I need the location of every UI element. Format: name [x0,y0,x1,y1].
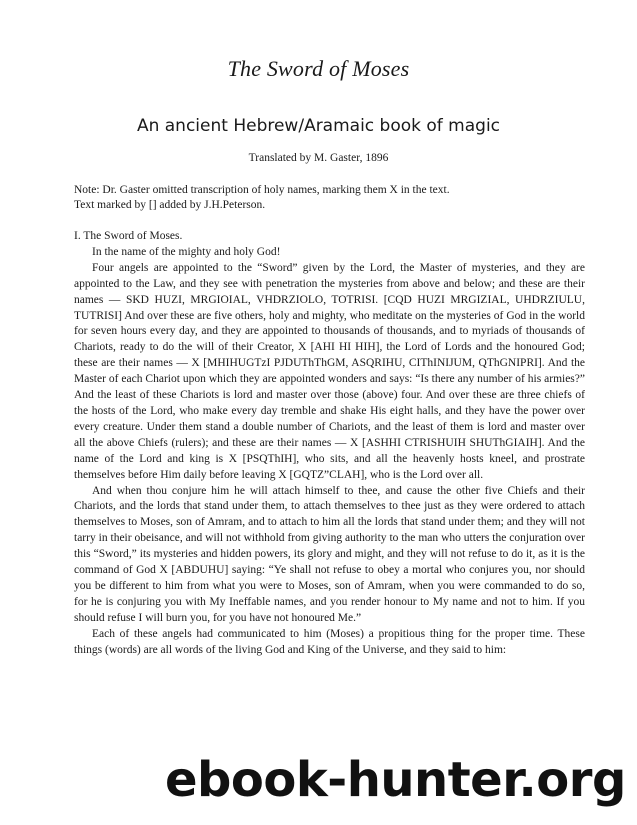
editorial-note [74,183,594,213]
section-heading: I. The Sword of Moses. [74,230,183,242]
body-paragraph: And when thou conjure him he will attach himself to thee, and cause the other five Chiefs and their Chariots, and the lords that stand under them, to attach themselves to thee just as they were ordered to attach themselves to Moses, son of Amram, and to attach to him all the lords that stand under them; and they will not tarry in their obeisance, and will not withhold from giving authority to the man who utters the conjuration over this “Sword,” its mysteries and hidden powers, its glory and might, and they will not refuse to do it, as it is the command of God X [ABDUHU] saying: “Ye shall not refuse to obey a mortal who conjures you, nor should you be different to him from what you were to Moses, son of Amram, when you were commanded to do so, for he is conjuring you with My Ineffable names, and you render honour to My name and not to him. If you should refuse I will burn you, for you have not honoured Me.” [74,484,585,624]
note-line: Text marked by [] added by J.H.Peterson. [74,199,266,211]
document-subtitle: An ancient Hebrew/Aramaic book of magic [136,116,501,136]
document-body [74,229,585,658]
body-paragraph: Four angels are appointed to the “Sword” given by the Lord, the Master of mysteries, and they are appointed to the Law, and they see with penetration the mysteries from above and below; and these are their names — SKD HUZI, MRGIOIAL, VHDRZIOLO, TOTRISI. [CQD HUZI MRGIZIAL, UHDRZIULU, TUTRISI] And over these are five others, holy and mighty, who meditate on the mysteries of God in the world for seven hours every day, and they are appointed to thousands of thousands, and to myriads of thousands of Chariots, ready to do the will of their Creator, X [AHI HI HIH], the Lord of Lords and the honoured God; these are their names — X [MHIHUGTzI PJDUThThGM, ASQRIHU, CIThINIJUM, QThGNIPRI]. And the Master of each Chariot upon which they are appointed wonders and says: “Is there any number of his armies?” And the least of these Chariots is lord and master over those (above) four. And over these are three chiefs of the hosts of the Lord, who make every day tremble and shake His eight halls, and they have the power over every creature. Under them stand a double number of Chariots, and the least of them is lord and master over all the above Chiefs (rulers); and these are their names — X [ASHHI CTRISHUIH SHUThGIAIH]. And the name of the Lord and king is X [PSQThIH], who sits, and all the heavenly hosts kneel, and prostrate themselves before Him daily before leaving X [GQTZ”CLAH], who is the Lord over all. [74,261,585,481]
watermark-text: ebook-hunter.org [165,752,626,808]
translator-credit: Translated by M. Gaster, 1896 [248,152,389,164]
note-line: Note: Dr. Gaster omitted transcription of holy names, marking them X in the text. [74,184,450,196]
body-paragraph: In the name of the mighty and holy God! [92,245,281,258]
document-title: The Sword of Moses [227,56,410,81]
body-paragraph: Each of these angels had communicated to him (Moses) a propitious thing for the proper time. These things (words) are all words of the living God and King of the Universe, and they said to him: [74,627,585,656]
watermark [165,747,635,813]
